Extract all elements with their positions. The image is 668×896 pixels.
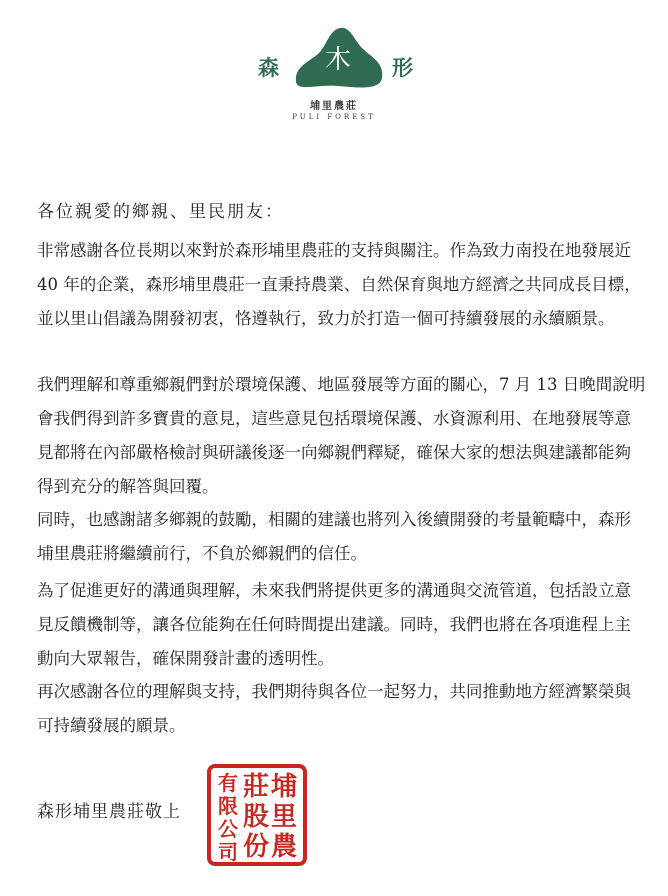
paragraph-1: 非常感謝各位長期以來對於森形埔里農莊的支持與關注。作為致力南投在地發展近 40 年的企業，森形埔里農莊一直秉持農業、自然保育與地方經濟之共同成長目標，並以里山倡議為開發初衷，恪遵執行，致力於打造一個可持續發展的永續願景。 bbox=[37, 241, 641, 328]
seal-char: 埔 bbox=[270, 772, 298, 802]
signature: 森形埔里農莊敬上 bbox=[37, 802, 181, 822]
seal-char: 農 bbox=[270, 832, 298, 862]
brand-left-char: 森 bbox=[258, 55, 279, 80]
company-seal-icon bbox=[206, 763, 308, 867]
seal-char: 限 bbox=[218, 794, 238, 818]
logo-glyph: 木 bbox=[324, 45, 352, 75]
paragraph-5: 再次感謝各位的理解與支持，我們期待與各位一起努力，共同推動地方經濟繁榮與可持續發展的願景。 bbox=[37, 682, 631, 735]
seal-char: 司 bbox=[218, 840, 238, 864]
brand-subtitle-cn: 埔里農莊 bbox=[310, 101, 358, 112]
seal-char: 股 bbox=[242, 802, 270, 832]
paragraph-3: 同時，也感謝諸多鄉親的鼓勵，相關的建議也將列入後續開發的考量範疇中，森形埔里農莊將繼續前行，不負於鄉親們的信任。 bbox=[37, 510, 631, 563]
paragraph-4: 為了促進更好的溝通與理解，未來我們將提供更多的溝通與交流管道，包括設立意見反饋機制等，讓各位能夠在任何時間提出建議。同時，我們也將在各項進程上主動向大眾報告，確保開發計畫的透明性。 bbox=[37, 581, 631, 668]
seal-char: 里 bbox=[270, 802, 298, 832]
seal-char: 公 bbox=[218, 817, 238, 841]
seal-char: 份 bbox=[242, 832, 270, 862]
seal-char: 有 bbox=[218, 771, 238, 795]
letterhead bbox=[0, 0, 668, 130]
seal-char: 莊 bbox=[242, 772, 270, 802]
brand-right-char: 形 bbox=[392, 55, 413, 80]
brand-subtitle-en: PULI FOREST bbox=[292, 113, 376, 121]
mountain-logo-icon bbox=[290, 22, 386, 94]
letter-greeting: 各位親愛的鄉親、里民朋友： bbox=[37, 202, 284, 222]
paragraph-2: 我們理解和尊重鄉親們對於環境保護、地區發展等方面的關心，7 月 13 日晚間說明會我們得到許多寶貴的意見，這些意見包括環境保護、水資源利用、在地發展等意見都將在內部嚴格檢討與研議後逐一向鄉親們釋疑，確保大家的想法與建議都能夠得到充分的解答與回覆。 bbox=[37, 375, 646, 496]
